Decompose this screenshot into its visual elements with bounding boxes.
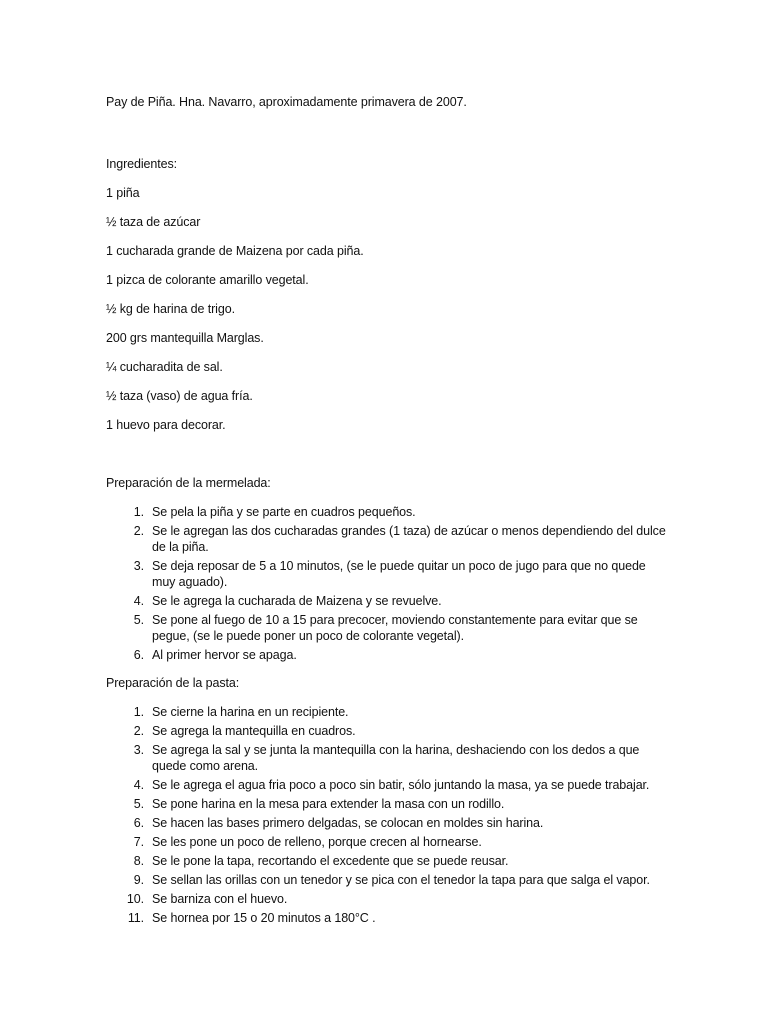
step-number: 7. [133,835,144,849]
ingredient-item: ½ taza de azúcar [106,215,201,229]
step-text: Se le agrega la cucharada de Maizena y se revuelve. [152,594,442,608]
step-number: 1. [133,705,144,719]
step-text: Se agrega la sal y se junta la mantequilla con la harina, deshaciendo con los dedos a que quede como arena. [152,743,640,773]
step-text: Se hacen las bases primero delgadas, se colocan en moldes sin harina. [152,816,544,830]
ingredient-item: 200 grs mantequilla Marglas. [106,331,264,345]
recipe-title: Pay de Piña. Hna. Navarro, aproximadamente primavera de 2007. [106,95,467,109]
step-number: 4. [133,594,144,608]
step-text: Se le agrega el agua fria poco a poco sin batir, sólo juntando la masa, ya se puede trabajar. [152,778,650,792]
step-number: 5. [133,613,144,627]
step-number: 5. [133,797,144,811]
pasta-step [106,834,666,850]
step-number: 8. [133,854,144,868]
pasta-step [106,891,666,907]
ingredient-item: 1 piña [106,186,140,200]
ingredients-heading: Ingredientes: [106,157,177,171]
pasta-heading: Preparación de la pasta: [106,676,240,690]
step-text: Se deja reposar de 5 a 10 minutos, (se le puede quitar un poco de jugo para que no quede muy aguado). [152,559,646,589]
ingredient-item: ½ kg de harina de trigo. [106,302,235,316]
pasta-step [106,777,666,793]
ingredient-item: ½ taza (vaso) de agua fría. [106,389,253,403]
ingredient-item: 1 huevo para decorar. [106,418,226,432]
step-number: 9. [133,873,144,887]
pasta-step [106,723,666,739]
step-number: 10. [126,892,144,906]
step-text: Se le agregan las dos cucharadas grandes (1 taza) de azúcar o menos dependiendo del dulce de la piña. [152,524,666,554]
step-text: Se le pone la tapa, recortando el excedente que se puede reusar. [152,854,509,868]
step-text: Se les pone un poco de relleno, porque crecen al hornearse. [152,835,482,849]
mermelada-heading: Preparación de la mermelada: [106,476,271,490]
step-number: 6. [133,816,144,830]
ingredient-item: 1 pizca de colorante amarillo vegetal. [106,273,309,287]
step-number: 11. [127,911,144,925]
step-number: 6. [133,648,144,662]
step-text: Se pone harina en la mesa para extender la masa con un rodillo. [152,797,505,811]
pasta-step [106,796,666,812]
pasta-step [106,742,666,774]
mermelada-step [106,558,666,590]
step-number: 1. [133,505,144,519]
step-number: 3. [133,559,144,573]
mermelada-step [106,593,666,609]
mermelada-step [106,612,666,644]
step-text: Se barniza con el huevo. [152,892,288,906]
step-text: Se hornea por 15 o 20 minutos a 180°C . [152,911,376,925]
pasta-step [106,872,666,888]
step-text: Se pone al fuego de 10 a 15 para precocer, moviendo constantemente para evitar que se pegue, (se le puede poner un poco de colorante vegetal). [152,613,638,643]
pasta-step [106,815,666,831]
step-number: 4. [133,778,144,792]
mermelada-steps-list [106,504,666,663]
pasta-step [106,853,666,869]
pasta-step [106,910,666,926]
step-text: Se pela la piña y se parte en cuadros pequeños. [152,505,416,519]
step-text: Se cierne la harina en un recipiente. [152,705,349,719]
ingredient-item: ¼ cucharadita de sal. [106,360,223,374]
step-text: Se agrega la mantequilla en cuadros. [152,724,356,738]
pasta-steps-list [106,704,666,926]
pasta-step [106,704,666,720]
step-text: Se sellan las orillas con un tenedor y se pica con el tenedor la tapa para que salga el vapor. [152,873,650,887]
ingredients-list [106,185,666,433]
mermelada-step [106,523,666,555]
step-number: 2. [133,724,144,738]
ingredient-item: 1 cucharada grande de Maizena por cada piña. [106,244,364,258]
step-number: 2. [133,524,144,538]
mermelada-step [106,504,666,520]
step-number: 3. [133,743,144,757]
step-text: Al primer hervor se apaga. [152,648,297,662]
recipe-document [106,94,666,929]
mermelada-step [106,647,666,663]
